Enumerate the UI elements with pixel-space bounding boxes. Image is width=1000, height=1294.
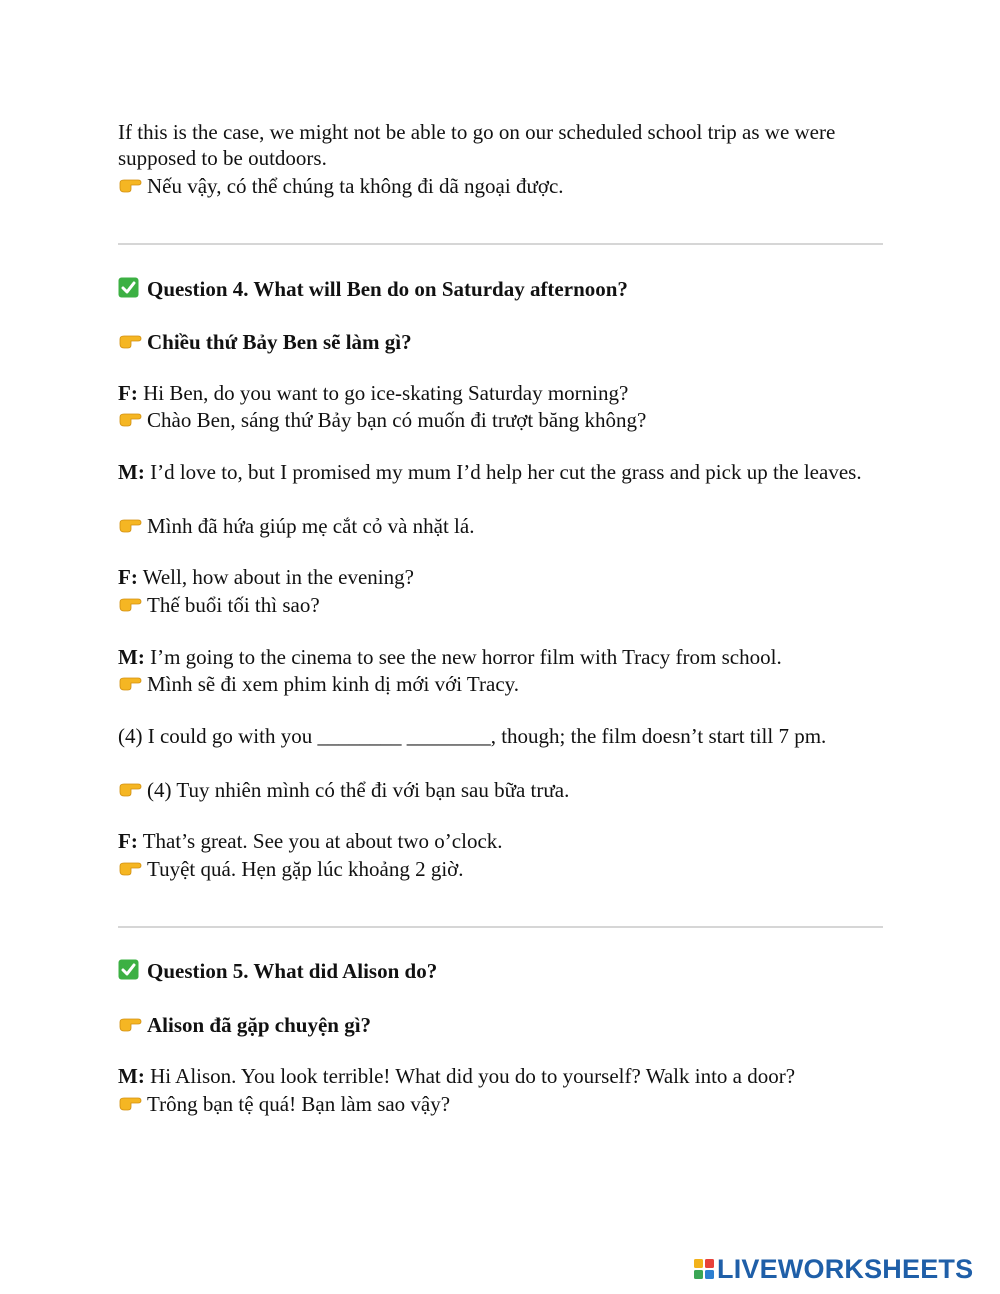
logo-text: LIVEWORKSHEETS [717,1254,974,1284]
english-text: Hi Alison. You look terrible! What did you do to yourself? Walk into a door? [150,1064,796,1088]
question-4-translation [118,329,883,355]
english-text: Hi Ben, do you want to go ice-skating Saturday morning? [143,381,629,405]
english-text: Well, how about in the evening? [142,565,414,589]
intro-english: If this is the case, we might not be able to go on our scheduled school trip as we were supposed to be outdoors. [118,120,836,170]
backhand-index-pointing-right-icon [118,411,142,427]
question-5-translation [118,1012,883,1038]
speaker-label: F: [118,565,138,589]
check-mark-button-icon [118,959,139,980]
liveworksheets-logo[interactable] [693,1255,973,1283]
vietnamese-text: Mình sẽ đi xem phim kinh dị mới với Tracy. [147,672,520,696]
speaker-label: M: [118,645,145,669]
backhand-index-pointing-right-icon [118,1016,142,1032]
check-mark-button-icon [118,277,139,298]
dialogue-line-vi [118,856,883,882]
dialogue-line-en [118,564,883,590]
backhand-index-pointing-right-icon [118,333,142,349]
speaker-label: M: [118,1064,145,1088]
dialogue-line-en [118,380,883,406]
speaker-label: F: [118,381,138,405]
backhand-index-pointing-right-icon [118,177,142,193]
backhand-index-pointing-right-icon [118,517,142,533]
speaker-label: F: [118,829,138,853]
intro-vietnamese-line [118,173,883,199]
vietnamese-text: Tuyệt quá. Hẹn gặp lúc khoảng 2 giờ. [147,857,464,881]
intro-vietnamese: Nếu vậy, có thể chúng ta không đi dã ngoại được. [147,174,564,198]
backhand-index-pointing-right-icon [118,596,142,612]
dialogue-line-vi [118,513,883,539]
question-4-title: Question 4. What will Ben do on Saturday afternoon? [147,277,628,301]
liveworksheets-blocks-icon [693,1258,715,1280]
dialogue-line-en [118,1063,883,1089]
question-4-title-vietnamese: Chiều thứ Bảy Ben sẽ làm gì? [147,330,412,354]
section-divider [118,243,883,245]
vietnamese-text: Thế buổi tối thì sao? [147,593,320,617]
gap-fill-sentence [118,723,883,749]
section-divider [118,926,883,928]
question-5-title-vietnamese: Alison đã gặp chuyện gì? [147,1013,372,1037]
speaker-label: M: [118,460,145,484]
dialogue-line-vi [118,592,883,618]
backhand-index-pointing-right-icon [118,860,142,876]
dialogue-line-en [118,644,883,670]
dialogue-line-en [118,459,883,485]
vietnamese-text: Trông bạn tệ quá! Bạn làm sao vậy? [147,1092,451,1116]
dialogue-line-vi [118,407,883,433]
english-text: I’m going to the cinema to see the new horror film with Tracy from school. [150,645,782,669]
question-4-heading [118,276,883,302]
dialogue-line-en [118,828,883,854]
english-text: That’s great. See you at about two o’clock. [142,829,503,853]
backhand-index-pointing-right-icon [118,781,142,797]
backhand-index-pointing-right-icon [118,1095,142,1111]
english-text: I’d love to, but I promised my mum I’d help her cut the grass and pick up the leaves. [150,460,862,484]
english-text: (4) I could go with you ________ ________, though; the film doesn’t start till 7 pm. [118,724,827,748]
backhand-index-pointing-right-icon [118,675,142,691]
vietnamese-text: Mình đã hứa giúp mẹ cắt cỏ và nhặt lá. [147,514,475,538]
dialogue-line-vi [118,777,883,803]
vietnamese-text: Chào Ben, sáng thứ Bảy bạn có muốn đi trượt băng không? [147,408,647,432]
question-5-title: Question 5. What did Alison do? [147,959,438,983]
vietnamese-text: (4) Tuy nhiên mình có thể đi với bạn sau bữa trưa. [147,778,570,802]
dialogue-line-vi [118,671,883,697]
question-5-heading [118,958,883,984]
dialogue-line-vi [118,1091,883,1117]
